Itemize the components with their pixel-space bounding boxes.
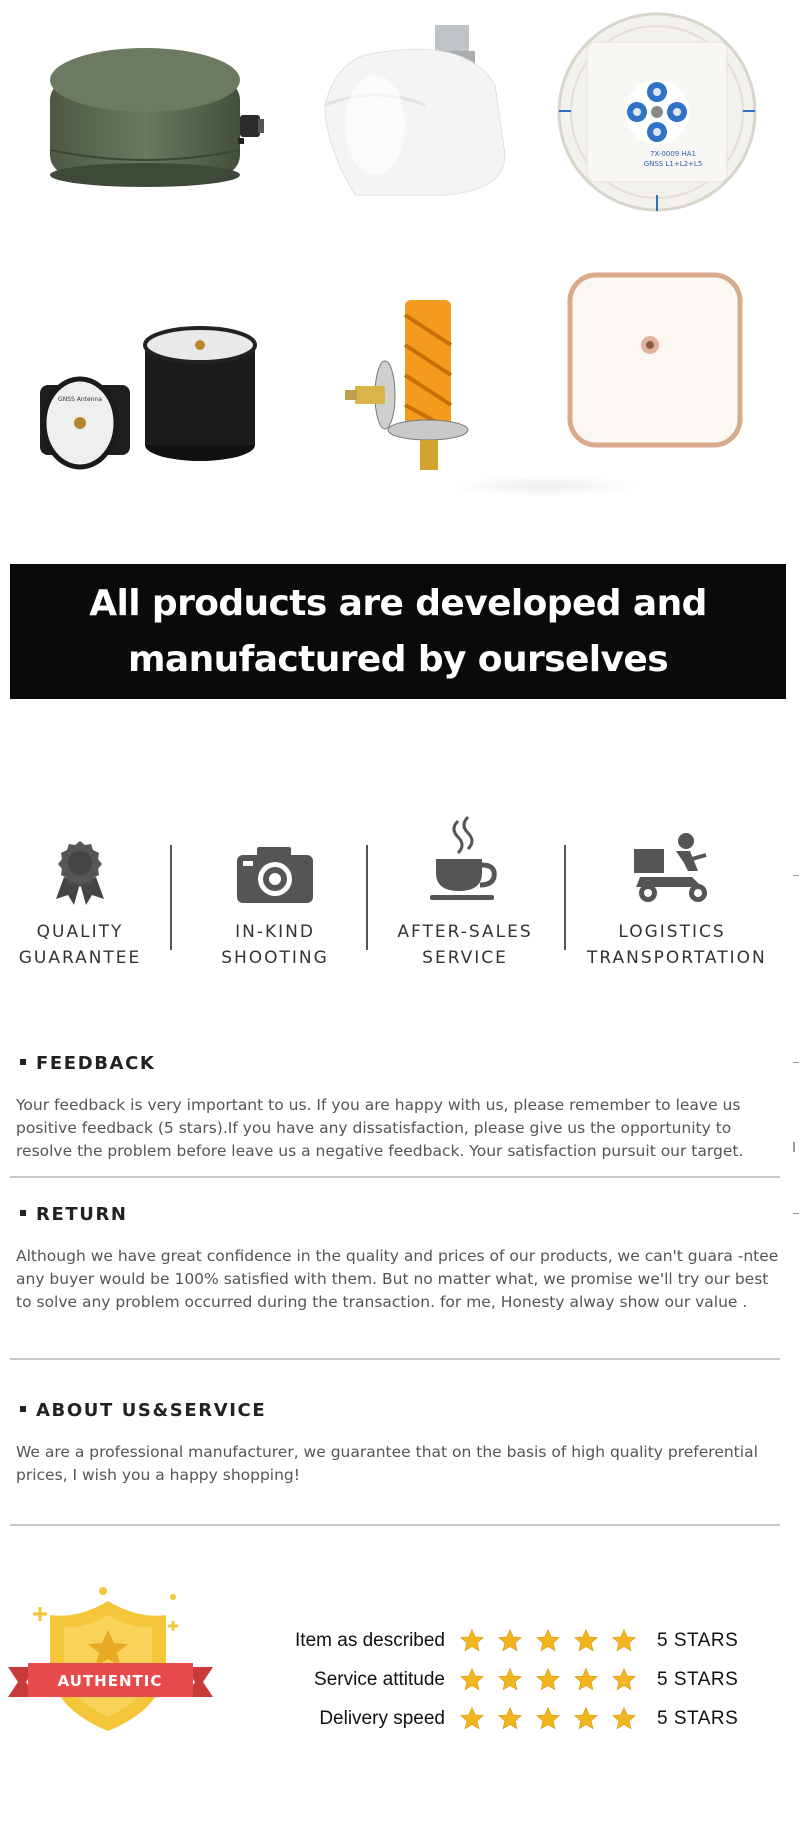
- rating-stars: [459, 1628, 649, 1654]
- feature-line1: AFTER-SALES: [397, 922, 533, 942]
- feature-divider: [564, 845, 566, 950]
- promo-banner: [10, 564, 786, 699]
- star-icon: [459, 1667, 485, 1693]
- product-image-black-cylinders: [40, 305, 270, 475]
- feature-line2: TRANSPORTATION: [587, 948, 767, 968]
- star-icon: [497, 1628, 523, 1654]
- feature-divider: [170, 845, 172, 950]
- bullet-icon: [20, 1210, 26, 1216]
- product-image-round-plate: [555, 10, 760, 215]
- edge-mark: [793, 1142, 795, 1152]
- section-title-feedback: FEEDBACK: [20, 1053, 155, 1074]
- product-image-olive-dome: [40, 20, 270, 200]
- star-icon: [497, 1667, 523, 1693]
- star-icon: [611, 1706, 637, 1732]
- rating-stars: [459, 1706, 649, 1732]
- feature-line2: SERVICE: [422, 948, 508, 968]
- feature-line2: SHOOTING: [221, 948, 329, 968]
- rating-label: Service attitude: [314, 1669, 445, 1690]
- star-icon: [573, 1628, 599, 1654]
- rating-row-item-as-described: [240, 1621, 738, 1661]
- feature-after-sales-service: [380, 815, 550, 971]
- edge-mark: [793, 1062, 799, 1063]
- rating-label: Delivery speed: [319, 1708, 445, 1729]
- plate-label-line2: GNSS L1+L2+L5: [643, 160, 703, 168]
- star-icon: [573, 1706, 599, 1732]
- product-image-white-cone: [315, 15, 515, 205]
- feature-in-kind-shooting: [190, 815, 360, 971]
- feature-divider: [366, 845, 368, 950]
- star-icon: [535, 1667, 561, 1693]
- section-divider: [10, 1358, 780, 1360]
- product-image-orange-helix: [335, 290, 485, 480]
- rating-value: 5 STARS: [657, 1669, 739, 1690]
- authentic-badge: [8, 1585, 213, 1735]
- rating-value: 5 STARS: [657, 1708, 739, 1729]
- bullet-icon: [20, 1406, 26, 1412]
- authentic-label: AUTHENTIC: [57, 1672, 163, 1690]
- star-icon: [611, 1667, 637, 1693]
- cylinder-label: GNSS Antenna: [58, 396, 102, 403]
- feature-line1: LOGISTICS: [618, 922, 726, 942]
- star-icon: [611, 1628, 637, 1654]
- star-icon: [535, 1706, 561, 1732]
- shield-star-icon: [8, 1585, 213, 1735]
- coffee-cup-icon: [430, 815, 500, 905]
- product-shadow: [450, 475, 640, 497]
- section-body-feedback: Your feedback is very important to us. If you are happy with us, please remember to leave us positive feedback (5 stars).If you have any dissatisfaction, please give us the opportunity to resolve the problem before leave us a negative feedback. Your satisfaction pursuit our target.: [16, 1096, 744, 1160]
- edge-mark: [793, 1213, 799, 1214]
- medal-icon: [50, 839, 110, 905]
- banner-line-1: All products are developed and: [89, 582, 707, 624]
- plate-label-line1: 7X-0009 HA1: [650, 150, 696, 158]
- rating-label: Item as described: [295, 1630, 445, 1651]
- rating-row-delivery-speed: [240, 1699, 738, 1739]
- feature-quality-guarantee: [0, 815, 165, 971]
- star-icon: [459, 1628, 485, 1654]
- product-image-ceramic-patch: [565, 270, 745, 450]
- section-body-about: We are a professional manufacturer, we guarantee that on the basis of high quality preferential prices, I wish you a happy shopping!: [16, 1443, 758, 1484]
- feature-line2: GUARANTEE: [18, 948, 142, 968]
- section-divider: [10, 1176, 780, 1178]
- bullet-icon: [20, 1059, 26, 1065]
- star-icon: [573, 1667, 599, 1693]
- section-title-about: ABOUT US&SERVICE: [20, 1400, 266, 1421]
- star-icon: [535, 1628, 561, 1654]
- rating-value: 5 STARS: [657, 1630, 739, 1651]
- rating-stars: [459, 1667, 649, 1693]
- star-icon: [497, 1706, 523, 1732]
- delivery-scooter-icon: [630, 829, 714, 905]
- edge-mark: [793, 875, 799, 876]
- rating-row-service-attitude: [240, 1660, 738, 1700]
- feature-logistics-transportation: [587, 815, 767, 971]
- camera-icon: [235, 845, 315, 905]
- feature-line1: IN-KIND: [235, 922, 315, 942]
- section-body-return: Although we have great confidence in the quality and prices of our products, we can't guara -ntee any buyer would be 100% satisfied with them. But no matter what, we promise we'll try our best to solve any problem occurred during the transaction. for me, Honesty alway show our value .: [16, 1247, 779, 1311]
- section-divider: [10, 1524, 780, 1526]
- star-icon: [459, 1706, 485, 1732]
- banner-line-2: manufactured by ourselves: [127, 638, 669, 680]
- section-title-return: RETURN: [20, 1204, 128, 1225]
- feature-line1: QUALITY: [36, 922, 124, 942]
